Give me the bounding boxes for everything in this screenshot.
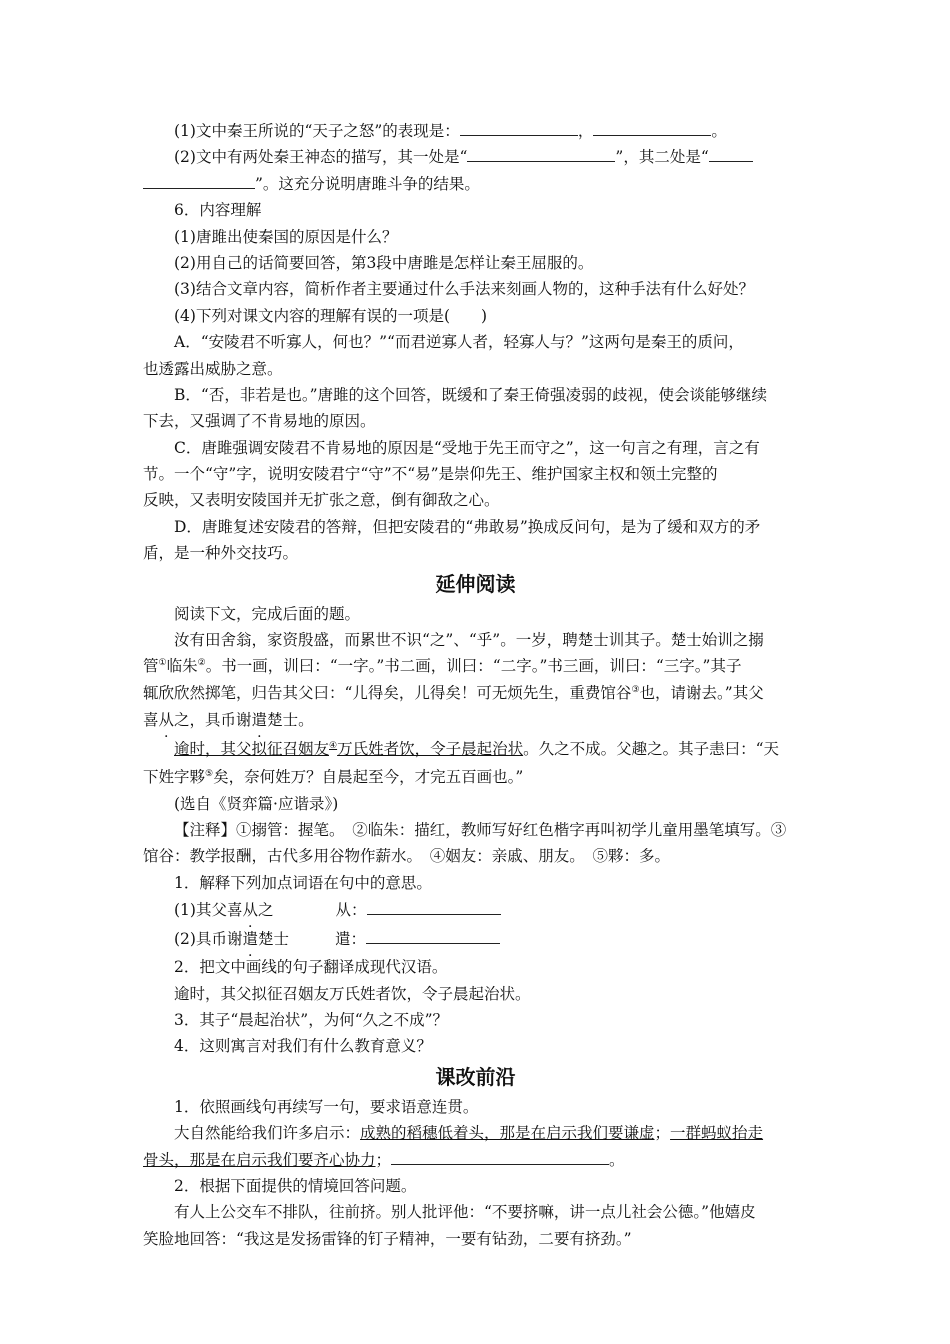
dotted-word: 从 [158,711,175,730]
source-citation: (选自《贤弈篇·应谐录》) [174,794,339,813]
dotted-word: 遣 [251,711,268,730]
option-c: C．唐雎强调安陵君不肯易地的原因是“受地于先王而守之”，这一句言之有理，言之有 [174,438,760,457]
passage-text: 辄欣欣然掷笔，归告其父曰：“儿得矣，儿得矣！可无烦先生，重费馆谷 [143,683,632,702]
q6-item-3: (3)结合文章内容，简析作者主要通过什么手法来刻画人物的，这种手法有什么好处？ [174,280,754,299]
reform-text: ； [375,1150,392,1169]
q6-title: 6．内容理解 [174,201,262,220]
passage-line [143,680,808,706]
answer-blank[interactable] [467,146,615,162]
reading-intro: 阅读下文，完成后面的题。 [174,604,361,623]
ext-question-1: 1．解释下列加点词语在句中的意思。 [174,873,432,892]
passage-text: 楚士。 [267,711,314,730]
passage-text: 也，请谢去。”其父 [639,683,764,702]
answer-blank[interactable] [367,899,501,915]
passage-text: 之，具币谢 [174,711,252,730]
reform-line [143,1147,808,1173]
q5-text: 。 [711,122,727,140]
q5-text: (1)文中秦王所说的“天子之怒”的表现是： [174,122,460,140]
q5-line-2 [143,144,808,170]
option-a: A．“安陵君不听寡人，何也？”“而君逆寡人者，轻寡人与？”这两句是秦王的质问， [174,333,744,352]
option-c-cont: 节。一个“守”字，说明安陵君宁“守”不“易”是崇仰先王、维护国家主权和领土完整的 [143,465,718,484]
notes-line: 【注释】①搦管：握笔。 ②临朱：描红，教师写好红色楷字再叫初学儿童用墨笔填写。③ [174,820,787,839]
footnote-mark: ① [158,658,167,669]
answer-blank[interactable] [366,928,500,944]
q5-text: (2)文中有两处秦王神态的描写，其一处是“ [174,148,468,167]
passage-line [143,653,808,679]
question-text: 之 [257,901,274,920]
passage-text: 喜 [143,711,159,730]
passage-text: 。久之不成。父趣之。其子恚曰：“天 [523,740,780,759]
answer-blank[interactable] [391,1149,609,1165]
section-heading-extended-reading: 延伸阅读 [435,571,516,596]
reform-text: ； [654,1124,671,1143]
passage-line [143,706,808,735]
q5-line-1 [143,118,808,144]
underlined-sentence: 一群蚂蚁抬走 [670,1124,764,1143]
section-heading-curriculum-frontier: 课改前沿 [435,1064,516,1089]
passage-text: 矣，奈何姓万？自晨起至今，才完五百画也。” [213,768,524,787]
footnote-mark: ② [197,658,206,669]
footnote-mark: ③ [631,684,640,695]
dotted-word: 遣 [242,930,258,949]
option-d-cont: 盾，是一种外交技巧。 [143,544,299,563]
underlined-sentence: 万氏姓者饮，令子晨起治状 [337,740,524,759]
q6-item-2: (2)用自己的话简要回答，第3段中唐雎是怎样让秦王屈服的。 [174,253,594,272]
q5-line-3 [143,171,808,197]
ext-question-3: 3．其子“晨起治状”，为何“久之不成”？ [174,1010,449,1029]
passage-text: 管 [143,657,159,676]
q6-item-1: (1)唐雎出使秦国的原因是什么？ [174,227,398,246]
reform-text: 。 [609,1150,625,1169]
passage-text: 。书一画，训曰：“一字。”书二画，训曰：“二字。”书三画，训曰：“三字。”其子 [205,657,742,676]
passage-line: 汝有田舍翁，家资殷盛，而累世不识“之”、“乎”。一岁，聘楚士训其子。楚士始训之搦 [174,631,764,650]
ext-question-1b [143,925,808,954]
q5-text: ”。这充分说明唐雎斗争的结果。 [255,174,480,193]
option-b: B．“否，非若是也。”唐雎的这个回答，既缓和了秦王倚强凌弱的歧视，使会谈能够继续 [174,385,767,404]
answer-blank[interactable] [460,120,578,136]
question-text: 从： [335,901,367,920]
q6-item-4: (4)下列对课文内容的理解有误的一项是( ) [174,306,488,325]
question-text: 遣： [335,930,367,949]
passage-text: 下姓字夥 [143,768,206,787]
document-page [143,118,808,1252]
footnote-mark: ④ [329,741,338,752]
dotted-word: 从 [242,901,258,920]
notes-line: 馆谷：教学报酬，古代多用谷物作薪水。 ④姻友：亲戚、朋友。 ⑤夥：多。 [143,847,671,866]
footnote-mark: ⑤ [205,769,214,780]
underlined-sentence: 骨头，那是在启示我们要齐心协力 [143,1150,376,1169]
q5-text: ”，其二处是“ [615,148,709,167]
reform-line [143,1120,808,1146]
option-d: D．唐雎复述安陵君的答辩，但把安陵君的“弗敢易”换成反问句，是为了缓和双方的矛 [174,517,761,536]
ext-question-2-sentence: 逾时，其父拟征召姻友万氏姓者饮，令子晨起治状。 [174,984,531,1003]
passage-text: 临朱 [166,657,198,676]
question-text: (2)具币谢 [174,930,243,949]
answer-blank[interactable] [143,173,255,189]
answer-blank[interactable] [709,146,753,162]
answer-blank[interactable] [593,120,711,136]
ext-question-2: 2．把文中画线的句子翻译成现代汉语。 [174,958,448,977]
reform-passage: 笑脸地回答：“我这是发扬雷锋的钉子精神，一要有钻劲，二要有挤劲。” [143,1229,632,1248]
question-text: (1)其父喜 [174,901,243,920]
ext-question-1a [143,896,808,925]
option-c-cont: 反映，又表明安陵国并无扩张之意，倒有御敌之心。 [143,491,500,510]
ext-question-4: 4．这则寓言对我们有什么教育意义？ [174,1037,432,1056]
option-b-cont: 下去，又强调了不肯易地的原因。 [143,412,376,431]
underlined-sentence: 逾时，其父拟征召姻友 [174,740,330,759]
question-text: 楚士 [257,930,289,949]
reform-question-1: 1．依照画线句再续写一句，要求语意连贯。 [174,1097,479,1116]
q5-text: ， [577,122,594,140]
reform-question-2: 2．根据下面提供的情境回答问题。 [174,1176,417,1195]
reform-text: 大自然能给我们许多启示： [174,1124,361,1143]
option-a-cont: 也透露出威胁之意。 [143,359,283,378]
underlined-sentence: 成熟的稻穗低着头，那是在启示我们要谦虚 [360,1124,655,1143]
passage-line [143,764,808,790]
passage-line [143,735,808,764]
reform-passage: 有人上公交车不排队，往前挤。别人批评他：“不要挤嘛，讲一点儿社会公德。”他嬉皮 [174,1203,756,1222]
